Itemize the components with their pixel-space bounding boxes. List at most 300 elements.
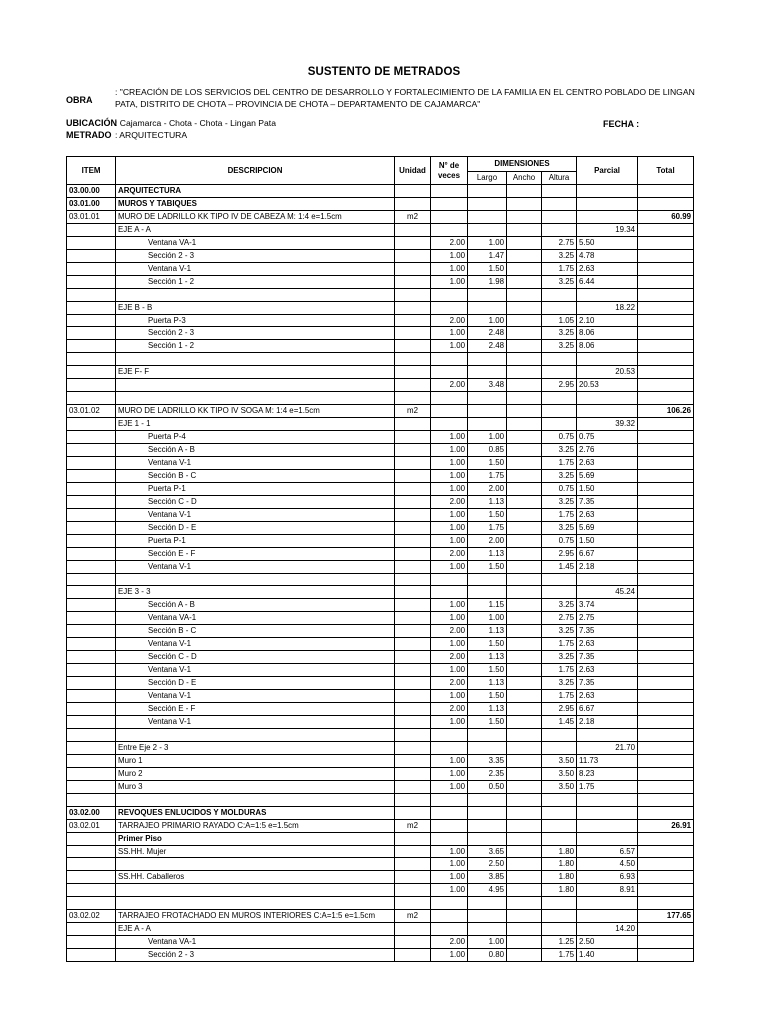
cell-unidad: [395, 793, 431, 806]
cell-veces: 2.00: [431, 677, 468, 690]
cell-item: [67, 482, 116, 495]
cell-altura: [542, 301, 577, 314]
cell-item: [67, 521, 116, 534]
table-row: [67, 275, 694, 288]
cell-parcial: 2.10: [577, 314, 638, 327]
cell-altura: 3.25: [542, 521, 577, 534]
cell-desc: EJE F- F: [116, 366, 395, 379]
cell-desc: [116, 884, 395, 897]
cell-total: [638, 418, 694, 431]
cell-veces: [431, 728, 468, 741]
cell-largo: 1.50: [468, 716, 507, 729]
cell-total: [638, 638, 694, 651]
cell-ancho: [507, 521, 542, 534]
cell-parcial: 7.35: [577, 677, 638, 690]
cell-altura: 1.75: [542, 262, 577, 275]
cell-ancho: [507, 858, 542, 871]
cell-veces: 1.00: [431, 482, 468, 495]
cell-veces: 1.00: [431, 638, 468, 651]
cell-total: [638, 897, 694, 910]
cell-largo: 1.50: [468, 508, 507, 521]
cell-parcial: 2.63: [577, 508, 638, 521]
cell-parcial: 2.63: [577, 456, 638, 469]
cell-unidad: [395, 897, 431, 910]
table-row: [67, 923, 694, 936]
cell-total: [638, 703, 694, 716]
col-largo-header: Largo: [468, 172, 507, 185]
cell-desc: MURO DE LADRILLO KK TIPO IV SOGA M: 1:4 e=1.5cm: [116, 405, 395, 418]
cell-largo: 1.50: [468, 456, 507, 469]
cell-ancho: [507, 327, 542, 340]
cell-desc: Sección D - E: [116, 677, 395, 690]
cell-ancho: [507, 223, 542, 236]
table-row: [67, 871, 694, 884]
table-row: [67, 638, 694, 651]
cell-ancho: [507, 185, 542, 198]
table-row: [67, 625, 694, 638]
cell-altura: 0.75: [542, 482, 577, 495]
cell-altura: [542, 366, 577, 379]
table-row: [67, 210, 694, 223]
cell-largo: [468, 793, 507, 806]
cell-veces: [431, 741, 468, 754]
cell-ancho: [507, 949, 542, 962]
cell-total: [638, 547, 694, 560]
col-ancho-header: Ancho: [507, 172, 542, 185]
cell-ancho: [507, 560, 542, 573]
cell-altura: 3.25: [542, 340, 577, 353]
cell-largo: 1.13: [468, 703, 507, 716]
cell-total: [638, 845, 694, 858]
cell-ancho: [507, 716, 542, 729]
cell-total: [638, 728, 694, 741]
table-row: [67, 819, 694, 832]
cell-unidad: [395, 767, 431, 780]
cell-ancho: [507, 625, 542, 638]
cell-desc: Ventana V-1: [116, 508, 395, 521]
cell-parcial: [577, 353, 638, 366]
cell-unidad: m2: [395, 819, 431, 832]
cell-item: [67, 728, 116, 741]
cell-largo: 1.13: [468, 495, 507, 508]
cell-largo: [468, 806, 507, 819]
cell-parcial: [577, 832, 638, 845]
cell-ancho: [507, 418, 542, 431]
cell-parcial: [577, 819, 638, 832]
cell-item: [67, 560, 116, 573]
cell-unidad: [395, 418, 431, 431]
cell-altura: 3.25: [542, 495, 577, 508]
cell-parcial: 2.50: [577, 936, 638, 949]
cell-unidad: [395, 625, 431, 638]
cell-veces: 1.00: [431, 431, 468, 444]
cell-unidad: [395, 780, 431, 793]
cell-altura: 1.45: [542, 716, 577, 729]
cell-veces: 2.00: [431, 379, 468, 392]
cell-unidad: [395, 314, 431, 327]
cell-item: [67, 586, 116, 599]
col-descripcion-header: DESCRIPCION: [116, 157, 395, 185]
cell-item: [67, 288, 116, 301]
obra-text-line-2: PATA, DISTRITO DE CHOTA – PROVINCIA DE CHOTA – DEPARTAMENTO DE CAJAMARCA": [115, 99, 481, 109]
table-row: [67, 910, 694, 923]
cell-item: [67, 716, 116, 729]
table-row: [67, 586, 694, 599]
cell-altura: 3.50: [542, 767, 577, 780]
table-row: [67, 832, 694, 845]
cell-total: [638, 664, 694, 677]
cell-veces: [431, 819, 468, 832]
cell-item: [67, 495, 116, 508]
cell-ancho: [507, 806, 542, 819]
cell-parcial: 7.35: [577, 651, 638, 664]
cell-veces: 1.00: [431, 508, 468, 521]
cell-veces: [431, 353, 468, 366]
cell-parcial: 39.32: [577, 418, 638, 431]
cell-altura: [542, 586, 577, 599]
cell-total: [638, 521, 694, 534]
cell-parcial: 18.22: [577, 301, 638, 314]
col-item-header: ITEM: [67, 157, 116, 185]
cell-altura: 1.80: [542, 858, 577, 871]
cell-altura: 3.25: [542, 327, 577, 340]
cell-largo: 1.00: [468, 431, 507, 444]
cell-total: [638, 197, 694, 210]
cell-total: [638, 340, 694, 353]
cell-largo: 1.00: [468, 612, 507, 625]
cell-item: [67, 469, 116, 482]
cell-total: [638, 249, 694, 262]
cell-ancho: [507, 638, 542, 651]
cell-largo: [468, 366, 507, 379]
table-row: [67, 508, 694, 521]
cell-largo: [468, 288, 507, 301]
cell-largo: [468, 728, 507, 741]
cell-unidad: [395, 185, 431, 198]
cell-unidad: [395, 560, 431, 573]
cell-ancho: [507, 793, 542, 806]
cell-item: 03.00.00: [67, 185, 116, 198]
table-row: [67, 366, 694, 379]
cell-parcial: 5.69: [577, 521, 638, 534]
cell-veces: 2.00: [431, 236, 468, 249]
table-row: [67, 456, 694, 469]
cell-altura: 1.80: [542, 871, 577, 884]
obra-text-line-1: : "CREACIÓN DE LOS SERVICIOS DEL CENTRO DE DESARROLLO Y FORTALECIMIENTO DE LA FAMILIA EN EL CENTRO POBLADO DE LINGAN: [115, 87, 695, 97]
cell-ancho: [507, 819, 542, 832]
table-row: [67, 431, 694, 444]
cell-desc: [116, 288, 395, 301]
cell-altura: 3.25: [542, 599, 577, 612]
cell-total: [638, 456, 694, 469]
cell-veces: [431, 573, 468, 586]
cell-desc: Sección E - F: [116, 703, 395, 716]
cell-total: [638, 780, 694, 793]
cell-item: 03.02.00: [67, 806, 116, 819]
cell-altura: [542, 405, 577, 418]
cell-ancho: [507, 534, 542, 547]
cell-veces: [431, 793, 468, 806]
cell-largo: [468, 223, 507, 236]
cell-veces: 1.00: [431, 340, 468, 353]
cell-ancho: [507, 379, 542, 392]
table-row: [67, 690, 694, 703]
cell-parcial: [577, 405, 638, 418]
cell-item: [67, 508, 116, 521]
cell-veces: [431, 418, 468, 431]
cell-desc: Ventana V-1: [116, 716, 395, 729]
cell-altura: 1.05: [542, 314, 577, 327]
cell-altura: 0.75: [542, 534, 577, 547]
cell-desc: Sección 1 - 2: [116, 275, 395, 288]
cell-desc: EJE 3 - 3: [116, 586, 395, 599]
cell-total: [638, 858, 694, 871]
cell-unidad: [395, 262, 431, 275]
cell-desc: Sección 1 - 2: [116, 340, 395, 353]
cell-total: [638, 586, 694, 599]
cell-veces: [431, 405, 468, 418]
cell-desc: Primer Piso: [116, 832, 395, 845]
cell-parcial: 2.18: [577, 716, 638, 729]
cell-parcial: 1.40: [577, 949, 638, 962]
cell-parcial: 2.63: [577, 262, 638, 275]
cell-unidad: [395, 340, 431, 353]
cell-veces: 2.00: [431, 314, 468, 327]
cell-parcial: 1.75: [577, 780, 638, 793]
cell-veces: 1.00: [431, 560, 468, 573]
cell-largo: 1.50: [468, 560, 507, 573]
cell-largo: 0.80: [468, 949, 507, 962]
cell-largo: 1.75: [468, 469, 507, 482]
cell-largo: 1.47: [468, 249, 507, 262]
cell-altura: [542, 185, 577, 198]
cell-unidad: [395, 703, 431, 716]
cell-altura: 3.25: [542, 275, 577, 288]
cell-largo: 1.13: [468, 651, 507, 664]
cell-unidad: [395, 288, 431, 301]
cell-desc: Ventana VA-1: [116, 612, 395, 625]
cell-total: 177.65: [638, 910, 694, 923]
cell-item: [67, 456, 116, 469]
cell-item: [67, 832, 116, 845]
cell-parcial: 8.91: [577, 884, 638, 897]
cell-largo: [468, 405, 507, 418]
table-row: [67, 444, 694, 457]
cell-total: [638, 392, 694, 405]
cell-altura: [542, 392, 577, 405]
cell-item: [67, 780, 116, 793]
cell-total: [638, 469, 694, 482]
cell-largo: 1.75: [468, 521, 507, 534]
cell-total: [638, 612, 694, 625]
table-row: [67, 482, 694, 495]
cell-altura: [542, 728, 577, 741]
cell-largo: [468, 197, 507, 210]
table-row: [67, 806, 694, 819]
cell-unidad: [395, 638, 431, 651]
table-row: [67, 728, 694, 741]
cell-largo: 3.65: [468, 845, 507, 858]
cell-unidad: [395, 754, 431, 767]
table-row: [67, 949, 694, 962]
cell-ancho: [507, 288, 542, 301]
cell-desc: MURO DE LADRILLO KK TIPO IV DE CABEZA M: 1:4 e=1.5cm: [116, 210, 395, 223]
cell-unidad: m2: [395, 405, 431, 418]
cell-item: [67, 897, 116, 910]
cell-unidad: [395, 353, 431, 366]
cell-veces: 1.00: [431, 716, 468, 729]
cell-item: [67, 767, 116, 780]
cell-total: [638, 366, 694, 379]
cell-altura: 1.75: [542, 638, 577, 651]
cell-unidad: [395, 677, 431, 690]
cell-ancho: [507, 236, 542, 249]
cell-ancho: [507, 275, 542, 288]
cell-largo: [468, 353, 507, 366]
cell-item: [67, 366, 116, 379]
table-row: [67, 262, 694, 275]
table-row: [67, 741, 694, 754]
table-row: [67, 599, 694, 612]
cell-parcial: 2.63: [577, 690, 638, 703]
cell-ancho: [507, 586, 542, 599]
cell-total: [638, 482, 694, 495]
cell-altura: 1.45: [542, 560, 577, 573]
cell-altura: 1.75: [542, 690, 577, 703]
cell-veces: 1.00: [431, 664, 468, 677]
cell-altura: 1.80: [542, 845, 577, 858]
cell-largo: [468, 819, 507, 832]
cell-altura: 3.50: [542, 780, 577, 793]
cell-desc: Ventana V-1: [116, 664, 395, 677]
cell-total: [638, 923, 694, 936]
cell-unidad: [395, 547, 431, 560]
cell-ancho: [507, 508, 542, 521]
cell-item: [67, 534, 116, 547]
cell-unidad: [395, 832, 431, 845]
table-row: [67, 392, 694, 405]
cell-parcial: [577, 573, 638, 586]
cell-total: [638, 871, 694, 884]
cell-item: [67, 936, 116, 949]
cell-altura: 1.25: [542, 936, 577, 949]
cell-total: [638, 949, 694, 962]
cell-parcial: 8.23: [577, 767, 638, 780]
cell-veces: 1.00: [431, 767, 468, 780]
cell-desc: Ventana V-1: [116, 262, 395, 275]
cell-unidad: [395, 690, 431, 703]
cell-item: [67, 573, 116, 586]
cell-unidad: [395, 223, 431, 236]
cell-unidad: [395, 197, 431, 210]
obra-label: OBRA: [66, 95, 93, 105]
cell-parcial: 2.75: [577, 612, 638, 625]
cell-ancho: [507, 832, 542, 845]
cell-item: 03.02.01: [67, 819, 116, 832]
cell-unidad: [395, 741, 431, 754]
cell-altura: [542, 210, 577, 223]
cell-parcial: 4.50: [577, 858, 638, 871]
cell-unidad: [395, 871, 431, 884]
cell-veces: 1.00: [431, 780, 468, 793]
cell-ancho: [507, 703, 542, 716]
table-row: [67, 767, 694, 780]
cell-largo: 1.50: [468, 262, 507, 275]
cell-altura: 2.75: [542, 236, 577, 249]
cell-unidad: [395, 806, 431, 819]
cell-veces: [431, 301, 468, 314]
ubicacion-label: UBICACIÓN: [66, 118, 117, 128]
cell-ancho: [507, 547, 542, 560]
table-body: [67, 185, 694, 962]
cell-desc: Sección E - F: [116, 547, 395, 560]
cell-desc: [116, 392, 395, 405]
cell-item: [67, 703, 116, 716]
cell-ancho: [507, 405, 542, 418]
cell-parcial: 11.73: [577, 754, 638, 767]
cell-ancho: [507, 573, 542, 586]
cell-altura: 3.25: [542, 651, 577, 664]
cell-parcial: [577, 197, 638, 210]
cell-desc: Muro 3: [116, 780, 395, 793]
cell-desc: Sección C - D: [116, 495, 395, 508]
cell-parcial: 0.75: [577, 431, 638, 444]
cell-parcial: [577, 728, 638, 741]
cell-item: [67, 444, 116, 457]
cell-largo: 1.00: [468, 314, 507, 327]
cell-item: [67, 923, 116, 936]
cell-altura: 2.95: [542, 379, 577, 392]
cell-total: [638, 625, 694, 638]
cell-largo: 1.13: [468, 677, 507, 690]
cell-largo: 1.50: [468, 638, 507, 651]
cell-unidad: [395, 716, 431, 729]
cell-total: [638, 327, 694, 340]
cell-ancho: [507, 651, 542, 664]
cell-largo: [468, 210, 507, 223]
cell-largo: [468, 573, 507, 586]
cell-ancho: [507, 210, 542, 223]
cell-desc: [116, 728, 395, 741]
cell-largo: [468, 185, 507, 198]
cell-item: [67, 379, 116, 392]
cell-altura: 0.75: [542, 431, 577, 444]
cell-unidad: [395, 482, 431, 495]
cell-unidad: [395, 392, 431, 405]
cell-total: [638, 677, 694, 690]
cell-parcial: [577, 392, 638, 405]
cell-item: [67, 599, 116, 612]
cell-total: [638, 651, 694, 664]
table-row: [67, 185, 694, 198]
cell-parcial: [577, 185, 638, 198]
cell-total: [638, 599, 694, 612]
cell-desc: SS.HH. Caballeros: [116, 871, 395, 884]
cell-item: [67, 392, 116, 405]
cell-ancho: [507, 754, 542, 767]
cell-item: [67, 793, 116, 806]
cell-total: [638, 431, 694, 444]
cell-altura: [542, 197, 577, 210]
cell-altura: [542, 910, 577, 923]
cell-veces: 1.00: [431, 690, 468, 703]
cell-total: [638, 936, 694, 949]
cell-desc: Ventana V-1: [116, 690, 395, 703]
cell-parcial: 7.35: [577, 495, 638, 508]
table-row: [67, 845, 694, 858]
cell-total: [638, 573, 694, 586]
cell-item: [67, 754, 116, 767]
